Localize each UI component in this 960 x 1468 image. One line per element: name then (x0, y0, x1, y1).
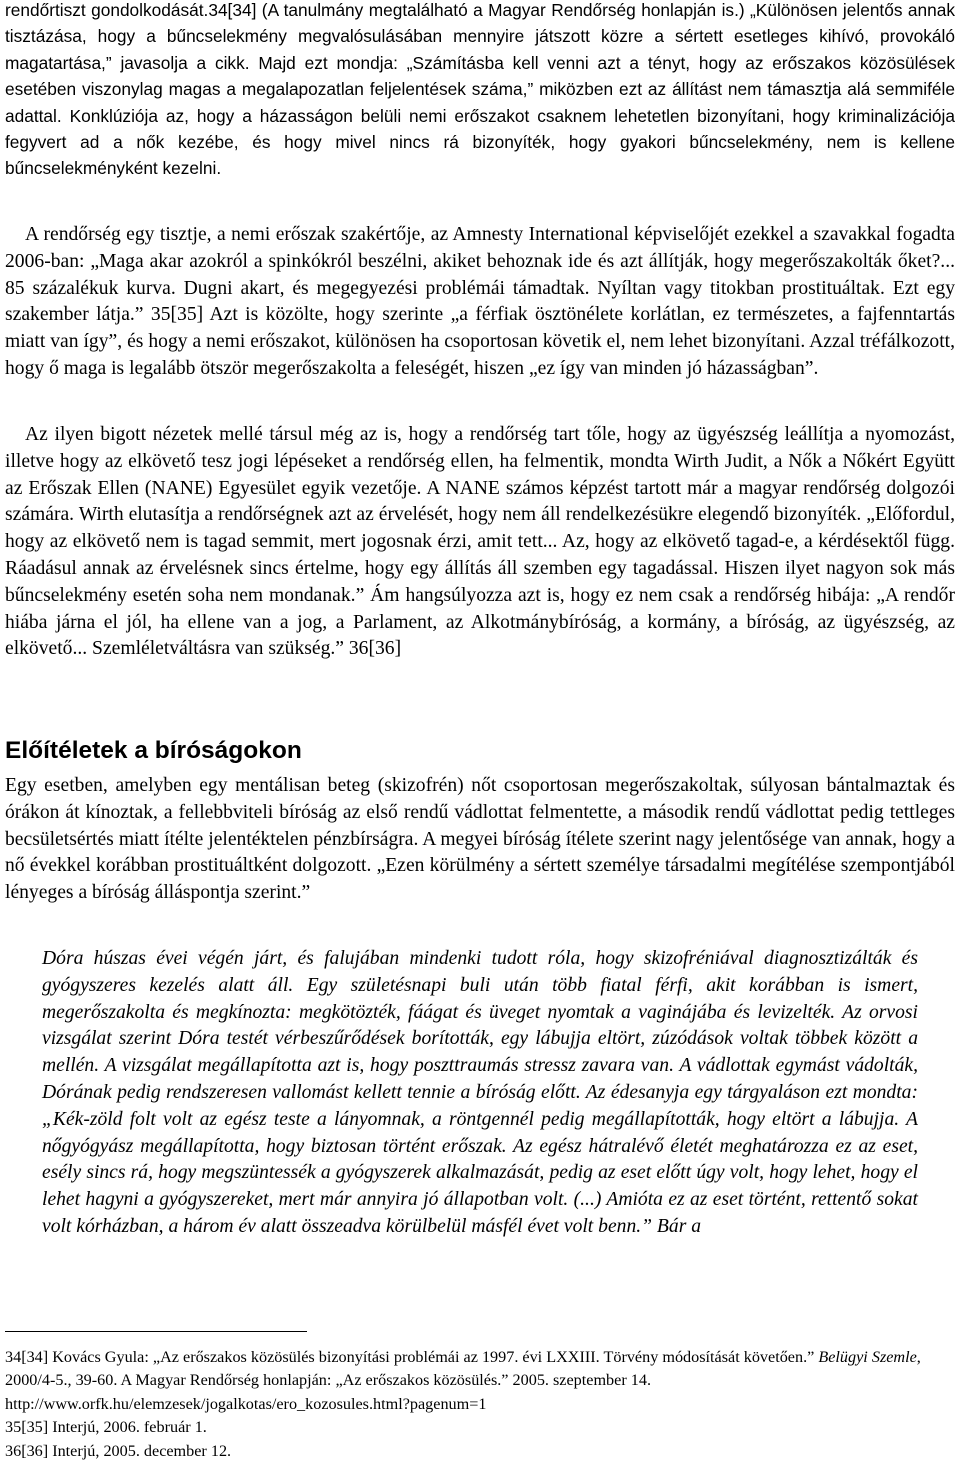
paragraph-nane-wirth: Az ilyen bigott nézetek mellé társul még az is, hogy a rendőrség tart tőle, hogy az ügyészség leállítja a nyomozást, illetve hogy az elkövető tesz jogi lépéseket a rendőrség ellen, ha felmentik, mondta Wirth Judit, a Nők a Nőkért Együtt az Erőszak Ellen (NANE) Egyesület egyik vezetője. A NANE számos képzést tartott már a magyar rendőrség dolgozói számára. Wirth elutasítja a rendőrségnek azt az érvelését, hogy nem áll rendelkezésükre elegendő bizonyíték. „Előfordul, hogy az elkövető nem is tagad semmit, mert jogosnak érzi, amit tett... Az, hogy az elkövető tagad-e, a kérdésektől függ. Ráadásul annak az érvelésnek sincs értelme, hogy egy állítás áll szemben egy tagadással. Hiszen ilyet nagyon sok más bűncselekmény esetén soha nem mondanak.” Ám hangsúlyozza azt is, hogy ez nem csak a rendőrség hibája: „A rendőr hiába járna el jól, ha ellene van a jog, a Parlament, az Alkotmánybíróság, a kormány, a bíróság, az ügyészség, az elkövető... Szemléletváltásra van szükség.” 36[36] (5, 424, 955, 660)
footnote-35: 35[35] Interjú, 2006. február 1. (5, 1418, 207, 1436)
section-heading: Előítéletek a bíróságokon (5, 737, 302, 764)
footnote-34-journal: Belügyi Szemle (818, 1348, 917, 1366)
paragraph-court-case: Egy esetben, amelyben egy mentálisan beteg (skizofrén) nőt csoportosan megerőszakoltak, súlyosan bántalmaztak és órákon át kínoztak, a fellebbviteli bíróság az első rendű vádlottat felmentette, a második rendű vádlottat pedig tettleges becsületsértés miatt ítélte jelentéktelen pénzbírságra. A megyei bíróság ítélete szerint nagy jelentősége van annak, hogy a nő évekkel korábban prostituáltként dolgozott. „Ezen körülmény a sértett személye társadalmi megítélése szempontjából lényeges a bíróság álláspontja szerint.” (5, 775, 955, 904)
footnote-34-text-rest: , 2000/4-5., 39-60. A Magyar Rendőrség honlapján: „Az erőszakos közösülés.” 2005. szeptember 14. http://www.orfk.hu/elemzesek/jogalkotas/ero_kozosules.html?pagenum=1 (5, 1348, 921, 1413)
footnote-34 (5, 1346, 955, 1416)
case-quote-dora: Dóra húszas évei végén járt, és falujában mindenki tudott róla, hogy skizofréniával diagnosztizálták és gyógyszeres kezelés alatt áll. Egy születésnapi buli után több fiatal férfi, akit korábban is ismert, megerőszakolta és megkínozta: megkötözték, fáágat és üveget nyomtak a vaginájába és levizelték. Az orvosi vizsgálat szerint Dóra testét vérbeszűrődések borították, egy lábujja eltört, zúzódások voltak többek között a mellén. A vizsgálat megállapította azt is, hogy poszttraumás stressz zavara van. A vádlottak egymást vádolták, Dórának pedig rendszeresen vallomást kellett tennie a bíróság előtt. Az édesanyja egy tárgyaláson ezt mondta: „Kék-zöld folt volt az egész teste a lányomnak, a röntgennél pedig megállapították, hogy eltört a lábujja. A nőgyógyász megállapította, hogy biztosan történt erőszak. Az egész hátralévő életét meghatározza ez az eset, esély sincs rá, hogy megszüntessék a gyógyszerek alkalmazását, pedig az eset előtt úgy volt, hogy lehet, hogy el lehet hagyni a gyógyszereket, mert már annyira jó állapotban volt. (...) Amióta ez az eset történt, rettentő sokat volt kórházban, a három év alatt összeadva körülbelül másfél évet volt benn.” Bár a (42, 948, 918, 1237)
footnote-34-text: 34[34] Kovács Gyula: „Az erőszakos közösülés bizonyítási problémái az 1997. évi LXXIII. Törvény módosítását követően.” (5, 1348, 819, 1366)
footnote-separator (5, 1331, 307, 1332)
footnote-36: 36[36] Interjú, 2005. december 12. (5, 1442, 232, 1460)
paragraph-amnesty-interview: A rendőrség egy tisztje, a nemi erőszak szakértője, az Amnesty International képviselőjét ezekkel a szavakkal fogadta 2006-ban: „Maga akar azokról a spinkókról beszélni, akiket behoznak ide és azt állítják, hogy megerőszakolták őket?... 85 százalékuk kurva. Dugni akart, és megegyezési problémái támadtak. Nyíltan vagy titokban prostituáltak. Ezt egy szakember látja.” 35[35] Azt is közölte, hogy szerinte „a férfiak ösztönélete korlátlan, ez természetes, a fajfenntartás miatt van így”, és hogy a nemi erőszakot, különösen ha csoportosan követik el, nem lehet bizonyítani. Azzal tréfálkozott, hogy ő maga is legalább ötször megerőszakolta a feleségét, hiszen „ez így van minden jó házasságban”. (5, 224, 955, 379)
paragraph-police-study: rendőrtiszt gondolkodását.34[34] (A tanulmány megtalálható a Magyar Rendőrség honlapján is.) „Különösen jelentős annak tisztázása, hogy a bűncselekmény megvalósulásában mennyire játszott közre a sértett esetleges kihívó, provokáló magatartása,” javasolja a cikk. Majd ezt mondja: „Számításba kell venni azt a tényt, hogy az erőszakos közösülések esetében viszonylag magas a megalapozatlan feljelentések száma,” miközben ezt az állítást nem támasztja alá semmiféle adattal. Konklúziója az, hogy a házasságon belüli nemi erőszakot csaknem lehetetlen bizonyítani, hogy kriminalizációja fegyvert ad a nők kezébe, és hogy mivel nincs rá bizonyíték, hogy gyakori bűncselekmény, nem is kellene bűncselekményként kezelni. (5, 0, 955, 179)
